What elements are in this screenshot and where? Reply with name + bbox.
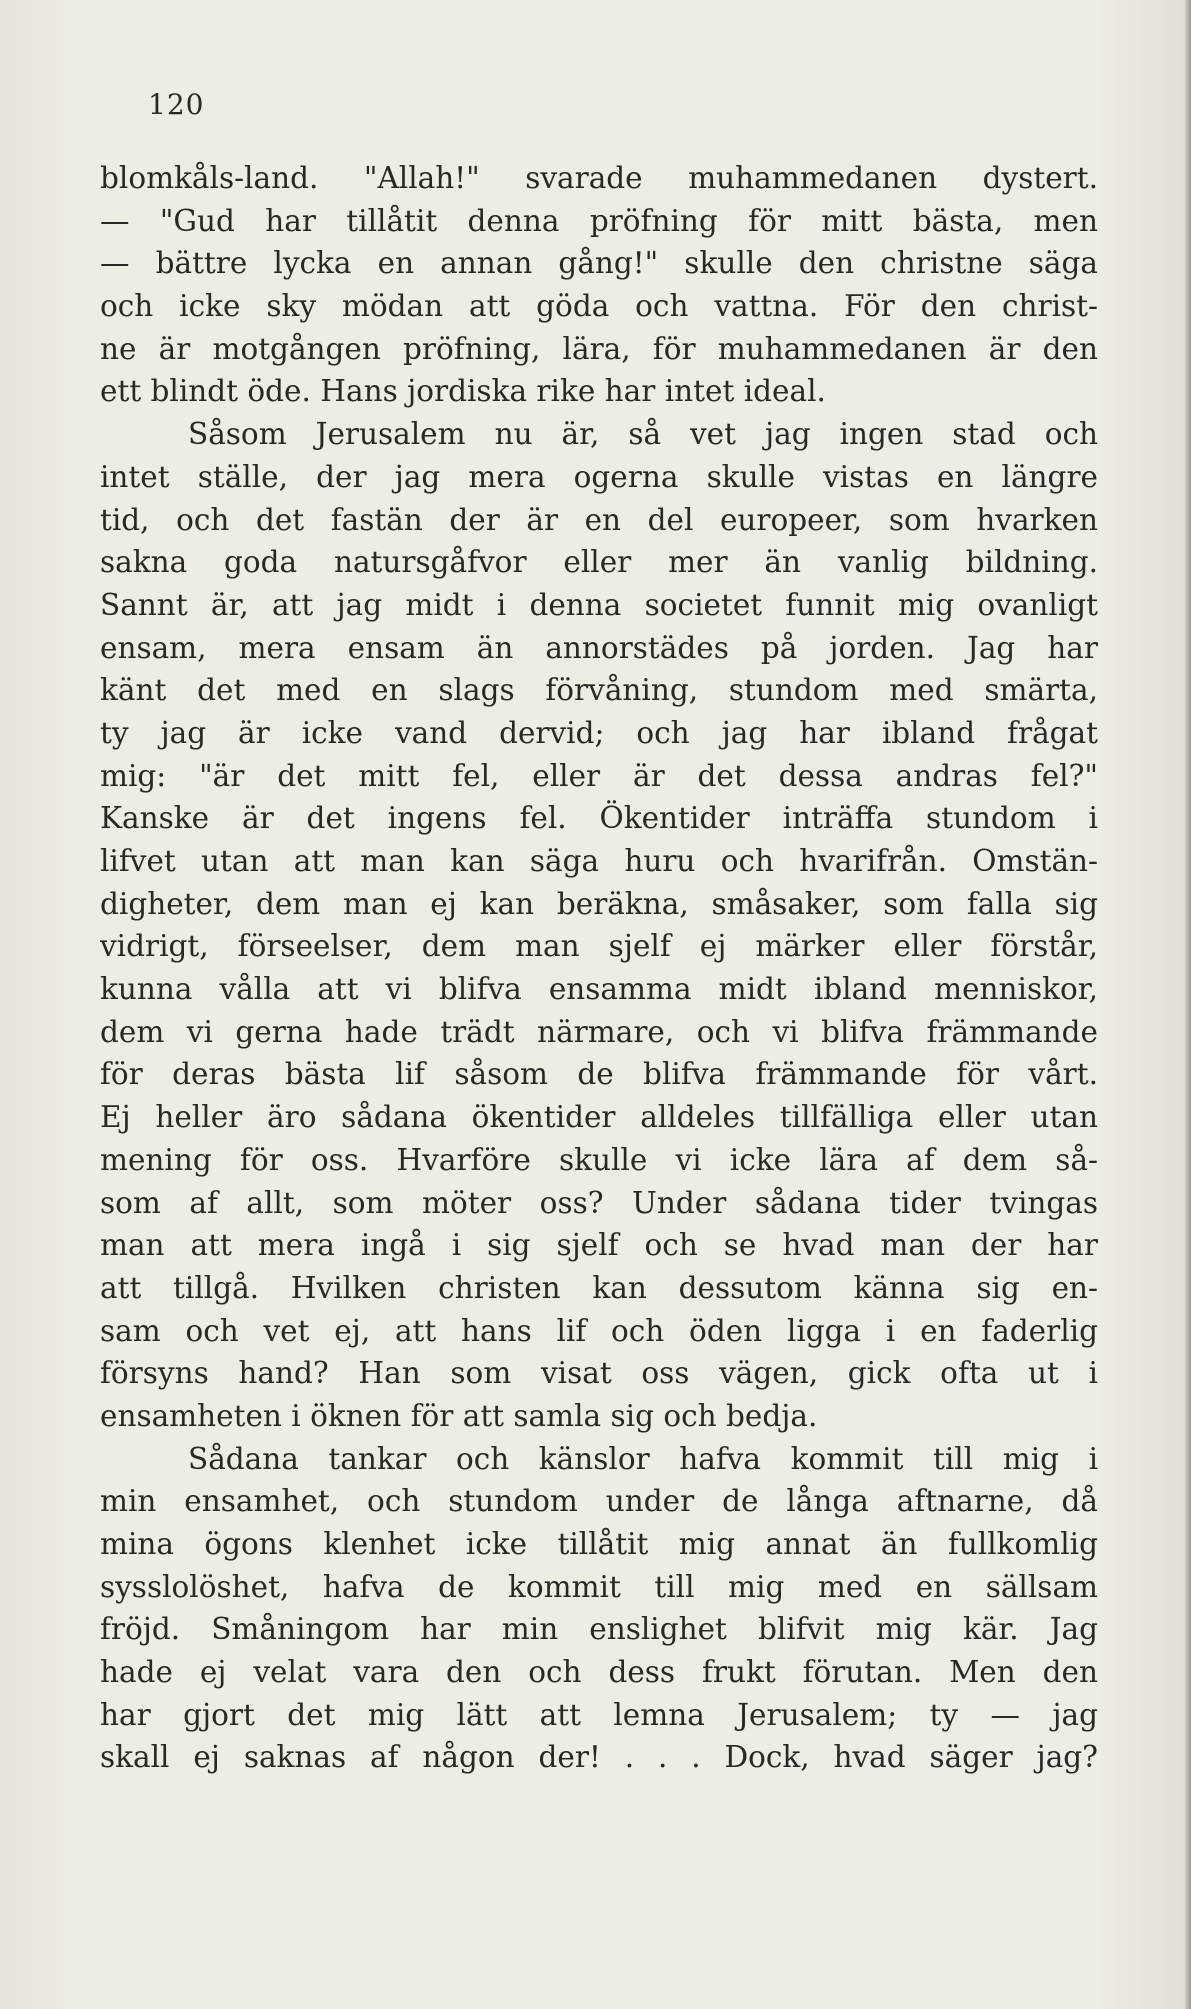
text-line: Sådana tankar och känslor hafva kommit till mig i: [188, 1441, 1098, 1476]
text-line: som af allt, som möter oss? Under sådana tider tvingas: [100, 1185, 1098, 1220]
text-line: sakna goda natursgåfvor eller mer än vanlig bildning.: [100, 545, 1098, 580]
text-line: Ej heller äro sådana ökentider alldeles tillfälliga eller utan: [100, 1100, 1098, 1135]
text-line: mina ögons klenhet icke tillåtit mig annat än fullkomlig: [100, 1527, 1098, 1561]
text-line: känt det med en slags förvåning, stundom med smärta,: [100, 673, 1098, 708]
text-line: mig: "är det mitt fel, eller är det dessa andras fel?": [100, 758, 1098, 793]
text-line: ensam, mera ensam än annorstädes på jorden. Jag har: [100, 630, 1098, 665]
text-line: Kanske är det ingens fel. Ökentider inträffa stundom i: [100, 801, 1098, 836]
text-line: för deras bästa lif såsom de blifva främmande för vårt.: [100, 1057, 1098, 1092]
text-line: digheter, dem man ej kan beräkna, småsaker, som falla sig: [100, 886, 1098, 921]
text-line: sysslolöshet, hafva de kommit till mig med en sällsam: [100, 1569, 1098, 1604]
text-line: Såsom Jerusalem nu är, så vet jag ingen stad och: [188, 417, 1098, 452]
text-line: — bättre lycka en annan gång!" skulle den christne säga: [100, 246, 1098, 281]
text-line: mening för oss. Hvarföre skulle vi icke lära af dem så-: [100, 1142, 1098, 1177]
text-line: dem vi gerna hade trädt närmare, och vi blifva främmande: [100, 1014, 1098, 1049]
text-line: intet ställe, der jag mera ogerna skulle vistas en längre: [100, 459, 1098, 494]
text-line: fröjd. Småningom har min enslighet blifvit mig kär. Jag: [100, 1612, 1098, 1647]
text-line: ett blindt öde. Hans jordiska rike har intet ideal.: [100, 374, 826, 409]
text-line: och icke sky mödan att göda och vattna. För den christ-: [100, 289, 1098, 324]
text-line: har gjort det mig lätt att lemna Jerusalem; ty — jag: [100, 1697, 1098, 1732]
text-line: ty jag är icke vand dervid; och jag har ibland frågat: [100, 715, 1098, 750]
body-text: [100, 157, 1098, 1779]
text-line: hade ej velat vara den och dess frukt förutan. Men den: [100, 1655, 1098, 1690]
text-line: skall ej saknas af någon der! . . . Dock, hvad säger jag?: [100, 1740, 1098, 1775]
text-line: min ensamhet, och stundom under de långa aftnarne, då: [100, 1484, 1098, 1519]
text-line: blomkåls-land. "Allah!" svarade muhammedanen dystert.: [100, 161, 1098, 195]
page-edge-shadow: [1185, 0, 1191, 2009]
text-line: Sannt är, att jag midt i denna societet funnit mig ovanligt: [100, 587, 1098, 622]
text-line: man att mera ingå i sig sjelf och se hvad man der har: [100, 1228, 1098, 1263]
text-line: kunna vålla att vi blifva ensamma midt ibland menniskor,: [100, 972, 1098, 1007]
text-line: ne är motgången pröfning, lära, för muhammedanen är den: [100, 331, 1098, 366]
text-line: sam och vet ej, att hans lif och öden ligga i en faderlig: [100, 1313, 1098, 1348]
text-line: vidrigt, förseelser, dem man sjelf ej märker eller förstår,: [100, 929, 1098, 964]
text-line: — "Gud har tillåtit denna pröfning för mitt bästa, men: [100, 203, 1098, 238]
text-line: tid, och det fastän der är en del europeer, som hvarken: [100, 502, 1098, 537]
text-line: ensamheten i öknen för att samla sig och bedja.: [100, 1398, 818, 1433]
text-line: att tillgå. Hvilken christen kan dessutom känna sig en-: [100, 1270, 1098, 1305]
page-number: 120: [148, 88, 205, 121]
text-line: lifvet utan att man kan säga huru och hvarifrån. Omstän-: [100, 844, 1098, 878]
text-line: försyns hand? Han som visat oss vägen, gick ofta ut i: [100, 1356, 1098, 1391]
